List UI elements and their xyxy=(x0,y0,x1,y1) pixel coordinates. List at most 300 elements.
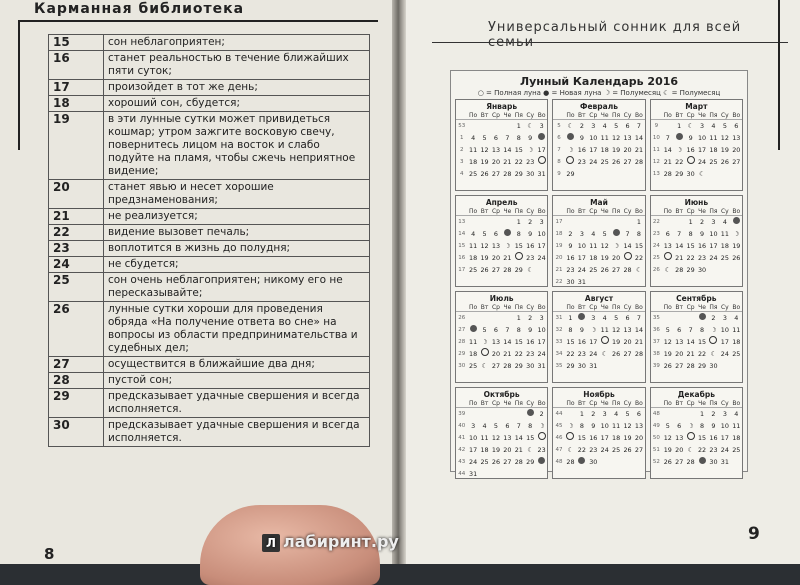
week-row xyxy=(553,360,644,372)
weekday-label: Су xyxy=(623,304,632,311)
week-number: 19 xyxy=(555,243,563,249)
day-cell: 20 xyxy=(623,146,632,154)
week-number: 17 xyxy=(555,219,563,225)
day-cell: 27 xyxy=(623,350,632,358)
day-cell: 5 xyxy=(493,422,498,430)
full-moon-icon xyxy=(481,348,489,356)
day-cell: 8 xyxy=(516,326,521,334)
weekday-label: По xyxy=(663,304,672,311)
day-cell xyxy=(673,132,684,144)
month-name: Февраль xyxy=(580,102,618,111)
day-cell xyxy=(708,264,719,276)
week-row xyxy=(651,360,742,372)
month-block xyxy=(455,99,548,191)
day-cell: 31 xyxy=(469,470,478,478)
day-cell: 30 xyxy=(709,458,718,466)
day-cell: 24 xyxy=(709,254,718,262)
day-cell: 30 xyxy=(566,278,575,286)
day-cell: 2 xyxy=(539,410,544,418)
day-cell: 29 xyxy=(514,266,523,274)
day-cell: 15 xyxy=(566,338,575,346)
day-cell xyxy=(622,252,633,264)
day-cell: 25 xyxy=(589,266,598,274)
day-cell: 29 xyxy=(675,170,684,178)
day-cell xyxy=(622,168,633,180)
day-cell: 19 xyxy=(663,350,672,358)
dream-meaning: предсказывает удачные свершения и всегда исполняется. xyxy=(104,418,370,447)
weekday-label: Су xyxy=(720,112,729,119)
day-cell: 13 xyxy=(675,338,684,346)
week-row xyxy=(651,420,742,432)
day-cell: 5 xyxy=(482,230,487,238)
weekday-label: Су xyxy=(720,208,729,215)
week-number: 23 xyxy=(652,231,660,237)
day-cell: 16 xyxy=(589,434,598,442)
week-row xyxy=(651,120,742,132)
day-cell: 29 xyxy=(566,170,575,178)
lunar-day-number: 19 xyxy=(49,112,104,180)
day-cell: 11 xyxy=(480,434,489,442)
week-number: 22 xyxy=(555,279,563,285)
day-cell xyxy=(588,168,599,180)
day-cell xyxy=(622,216,633,228)
day-cell: 9 xyxy=(711,422,716,430)
week-row xyxy=(651,456,742,468)
day-cell xyxy=(513,468,524,479)
day-cell xyxy=(610,228,621,240)
week-number: 33 xyxy=(555,339,563,345)
day-cell: 1 xyxy=(677,122,682,130)
day-cell: 29 xyxy=(686,266,695,274)
dream-meaning: не реализуется; xyxy=(104,209,370,225)
day-cell: 4 xyxy=(471,134,476,142)
day-cell xyxy=(536,468,547,479)
new-moon-icon xyxy=(538,457,545,464)
weekday-label: Пя xyxy=(612,304,621,311)
week-number: 49 xyxy=(652,423,660,429)
day-cell: 17 xyxy=(537,242,546,250)
day-cell: 21 xyxy=(675,254,684,262)
week-number: 21 xyxy=(555,267,563,273)
day-cell: 24 xyxy=(469,458,478,466)
right-header-title: Универсальный сонник для всей семьи xyxy=(488,20,742,50)
day-cell: 12 xyxy=(612,326,621,334)
lunar-day-number: 23 xyxy=(49,241,104,257)
weekday-label: По xyxy=(469,208,478,215)
day-cell: 8 xyxy=(579,422,584,430)
day-cell: 16 xyxy=(577,146,586,154)
day-cell: 27 xyxy=(675,362,684,370)
weekday-label: По xyxy=(469,112,478,119)
day-cell: 9 xyxy=(568,242,573,250)
lunar-day-number: 21 xyxy=(49,209,104,225)
table-row xyxy=(49,112,370,180)
dream-meaning: в эти лунные сутки может привидеться кошмар; утром зажгите восковую свечу, повернитесь лицом на восток и слабо подуйте на пламя, чтобы сжечь неприятное видение; xyxy=(104,112,370,180)
weekday-label: Че xyxy=(698,304,706,311)
full-moon-icon xyxy=(709,336,717,344)
day-cell xyxy=(502,408,513,420)
day-cell: 13 xyxy=(503,434,512,442)
month-name: Март xyxy=(685,102,708,111)
day-cell: 18 xyxy=(480,446,489,454)
day-cell xyxy=(673,408,684,420)
lunar-day-number: 17 xyxy=(49,80,104,96)
week-number: 51 xyxy=(652,447,660,453)
day-cell: 5 xyxy=(614,122,619,130)
day-cell: 19 xyxy=(612,146,621,154)
day-cell xyxy=(599,456,610,468)
day-cell xyxy=(502,312,513,324)
weekday-label: По xyxy=(566,304,575,311)
day-cell xyxy=(610,168,621,180)
week-number: 40 xyxy=(458,423,466,429)
week-number: 53 xyxy=(458,123,466,129)
week-row xyxy=(456,348,547,360)
day-cell: 22 xyxy=(697,446,707,454)
week-number: 30 xyxy=(458,363,466,369)
day-cell xyxy=(599,168,610,180)
day-cell: 31 xyxy=(537,362,546,370)
day-cell: 21 xyxy=(503,254,512,262)
day-cell: 4 xyxy=(471,230,476,238)
lunar-day-number: 30 xyxy=(49,418,104,447)
day-cell: 17 xyxy=(720,338,729,346)
day-cell: 30 xyxy=(526,170,535,178)
last-quarter-icon: ☾ xyxy=(710,350,717,358)
weekday-label: По xyxy=(663,112,672,119)
month-name: Июль xyxy=(489,294,514,303)
weekday-header xyxy=(553,208,644,216)
day-cell: 18 xyxy=(732,434,741,442)
week-row xyxy=(553,156,644,168)
day-cell: 18 xyxy=(720,242,729,250)
week-row xyxy=(651,168,742,180)
day-cell: 26 xyxy=(612,158,621,166)
weekday-label: Ср xyxy=(589,400,598,407)
day-cell: 29 xyxy=(526,458,535,466)
week-row xyxy=(651,312,742,324)
header-edge-rule xyxy=(18,20,20,150)
day-cell: 23 xyxy=(526,350,535,358)
first-quarter-icon: ☽ xyxy=(538,422,545,430)
dream-meaning: лунные сутки хороши для проведения обряда «На получение ответа во сне» на вопросы из области предпринимательства и судебных дел; xyxy=(104,302,370,357)
day-cell xyxy=(490,120,501,132)
week-row xyxy=(553,456,644,468)
month-name: Ноябрь xyxy=(583,390,615,399)
day-cell: 10 xyxy=(537,326,546,334)
weekday-header xyxy=(553,400,644,408)
week-number: 52 xyxy=(652,459,660,465)
day-cell xyxy=(731,168,742,180)
day-cell xyxy=(536,132,547,144)
week-number: 48 xyxy=(652,411,660,417)
day-cell: 25 xyxy=(709,158,718,166)
day-cell: 28 xyxy=(634,158,644,166)
week-number: 20 xyxy=(555,255,563,261)
day-cell: 1 xyxy=(636,218,641,226)
weekday-header xyxy=(456,112,547,120)
week-row xyxy=(553,444,644,456)
week-row xyxy=(553,132,644,144)
day-cell: 3 xyxy=(591,314,596,322)
day-cell: 20 xyxy=(634,434,644,442)
day-cell: 11 xyxy=(612,422,621,430)
day-cell: 10 xyxy=(720,422,729,430)
day-cell xyxy=(576,312,587,324)
full-moon-icon xyxy=(687,156,695,164)
day-cell: 2 xyxy=(568,230,573,238)
month-block xyxy=(650,387,743,479)
week-row xyxy=(456,120,547,132)
day-cell: 27 xyxy=(491,170,501,178)
weekday-label: Вт xyxy=(578,304,586,311)
day-cell: 18 xyxy=(469,158,478,166)
first-quarter-icon: ☽ xyxy=(590,326,597,334)
day-cell xyxy=(633,360,644,372)
left-page-number: 8 xyxy=(44,545,55,563)
weekday-label: Во xyxy=(635,400,643,407)
last-quarter-icon: ☾ xyxy=(687,122,694,130)
new-moon-icon xyxy=(699,313,706,320)
day-cell: 2 xyxy=(528,218,533,226)
watermark-text: лабиринт.ру xyxy=(283,532,399,551)
week-row xyxy=(553,216,644,228)
week-number: 3 xyxy=(459,159,464,165)
day-cell xyxy=(731,456,742,468)
day-cell: 4 xyxy=(734,410,739,418)
weekday-header xyxy=(651,208,742,216)
first-quarter-icon: ☽ xyxy=(504,242,511,250)
weekday-label: Пя xyxy=(709,304,718,311)
day-cell: 28 xyxy=(663,170,672,178)
day-cell: 7 xyxy=(516,422,521,430)
day-cell xyxy=(662,408,673,420)
day-cell: 6 xyxy=(677,422,682,430)
day-cell: 17 xyxy=(589,146,598,154)
weekday-label: Во xyxy=(537,112,546,119)
weekday-label: По xyxy=(566,112,575,119)
day-cell: 21 xyxy=(663,158,672,166)
day-cell xyxy=(588,216,599,228)
new-moon-icon xyxy=(527,409,534,416)
lunar-day-number: 18 xyxy=(49,96,104,112)
week-row xyxy=(456,156,547,168)
week-number: 29 xyxy=(458,351,466,357)
weekday-label: Че xyxy=(503,112,512,119)
day-cell: 3 xyxy=(591,122,596,130)
day-cell: 3 xyxy=(711,218,716,226)
day-cell xyxy=(490,216,501,228)
day-cell: 5 xyxy=(625,410,630,418)
left-running-header xyxy=(18,0,378,22)
day-cell: 13 xyxy=(491,146,501,154)
week-number: 25 xyxy=(652,255,660,261)
last-quarter-icon: ☾ xyxy=(481,362,488,370)
month-name: Октябрь xyxy=(483,390,520,399)
weekday-label: Вт xyxy=(480,400,489,407)
day-cell xyxy=(479,348,490,360)
day-cell: 18 xyxy=(732,338,741,346)
week-row xyxy=(456,264,547,276)
week-number: 38 xyxy=(652,351,660,357)
lunar-day-number: 28 xyxy=(49,373,104,389)
day-cell: 5 xyxy=(614,314,619,322)
first-quarter-icon: ☽ xyxy=(527,146,534,154)
day-cell: 5 xyxy=(602,230,607,238)
day-cell: 31 xyxy=(537,170,546,178)
weekday-label: Вт xyxy=(675,304,683,311)
day-cell: 14 xyxy=(503,338,512,346)
dream-meaning: хороший сон, сбудется; xyxy=(104,96,370,112)
lunar-day-number: 25 xyxy=(49,273,104,302)
right-running-header xyxy=(432,18,788,50)
day-cell: 27 xyxy=(675,458,684,466)
weekday-label: Во xyxy=(537,400,546,407)
day-cell: 3 xyxy=(539,218,544,226)
day-cell: 2 xyxy=(591,410,596,418)
day-cell: 12 xyxy=(623,422,632,430)
day-cell: 10 xyxy=(469,434,478,442)
day-cell: 27 xyxy=(491,266,501,274)
day-cell: 20 xyxy=(675,350,684,358)
day-cell xyxy=(513,252,524,264)
lunar-calendar xyxy=(450,70,748,478)
day-cell: 8 xyxy=(528,422,533,430)
week-row xyxy=(456,252,547,264)
day-cell: 3 xyxy=(539,122,544,130)
weekday-label: По xyxy=(566,208,575,215)
weekday-label: Су xyxy=(526,112,535,119)
day-cell: 7 xyxy=(665,134,670,142)
day-cell: 13 xyxy=(732,134,741,142)
day-cell xyxy=(479,468,490,479)
day-cell: 16 xyxy=(566,254,575,262)
day-cell xyxy=(502,216,513,228)
weekday-label: Пя xyxy=(709,112,718,119)
day-cell: 13 xyxy=(623,134,632,142)
day-cell: 4 xyxy=(722,218,727,226)
day-cell xyxy=(696,312,707,324)
week-row xyxy=(651,216,742,228)
day-cell xyxy=(479,312,490,324)
week-number: 15 xyxy=(458,243,466,249)
watermark-logo-icon: Л xyxy=(262,534,280,552)
table-row xyxy=(49,51,370,80)
day-cell xyxy=(696,456,707,468)
day-cell: 28 xyxy=(514,458,523,466)
day-cell: 30 xyxy=(577,362,586,370)
day-cell: 15 xyxy=(514,146,523,154)
day-cell: 8 xyxy=(516,134,521,142)
day-cell: 8 xyxy=(516,230,521,238)
week-row xyxy=(456,432,547,444)
day-cell: 19 xyxy=(623,434,632,442)
day-cell: 11 xyxy=(732,422,741,430)
dream-meaning: пустой сон; xyxy=(104,373,370,389)
week-number: 43 xyxy=(458,459,466,465)
full-moon-icon xyxy=(566,432,574,440)
day-cell: 9 xyxy=(528,230,533,238)
weekday-label: Че xyxy=(698,400,706,407)
week-row xyxy=(651,144,742,156)
watermark xyxy=(262,532,399,552)
day-cell: 28 xyxy=(623,266,632,274)
week-number: 35 xyxy=(555,363,563,369)
lunar-day-number: 24 xyxy=(49,257,104,273)
day-cell: 14 xyxy=(634,134,644,142)
day-cell: 26 xyxy=(612,350,621,358)
day-cell: 17 xyxy=(537,146,546,154)
day-cell: 14 xyxy=(503,146,512,154)
weekday-label: Во xyxy=(635,304,643,311)
weekday-label: По xyxy=(566,400,575,407)
weekday-label: Че xyxy=(600,208,609,215)
day-cell: 18 xyxy=(709,146,718,154)
week-row xyxy=(553,312,644,324)
day-cell: 22 xyxy=(675,158,684,166)
new-moon-icon xyxy=(733,217,740,224)
day-cell xyxy=(599,216,610,228)
day-cell: 9 xyxy=(688,134,693,142)
day-cell xyxy=(719,264,730,276)
dream-meaning: предсказывает удачные свершения и всегда исполняется. xyxy=(104,389,370,418)
day-cell: 22 xyxy=(697,350,707,358)
weekday-label: Пя xyxy=(612,400,621,407)
month-name: Январь xyxy=(486,102,518,111)
table-row xyxy=(49,225,370,241)
day-cell: 6 xyxy=(665,230,670,238)
day-cell: 15 xyxy=(634,242,644,250)
weekday-label: Во xyxy=(732,208,741,215)
day-cell: 21 xyxy=(634,146,644,154)
full-moon-icon xyxy=(538,156,546,164)
weekday-label: По xyxy=(469,400,478,407)
day-cell xyxy=(502,468,513,479)
full-moon-icon xyxy=(601,336,609,344)
week-row xyxy=(553,276,644,287)
day-cell: 24 xyxy=(537,350,546,358)
new-moon-icon xyxy=(567,133,574,140)
week-number: 18 xyxy=(555,231,563,237)
day-cell xyxy=(576,216,587,228)
week-number: 13 xyxy=(458,219,466,225)
day-cell: 10 xyxy=(697,134,707,142)
day-cell: 14 xyxy=(675,242,684,250)
day-cell xyxy=(633,276,644,287)
day-cell: 14 xyxy=(686,338,695,346)
day-cell xyxy=(673,312,684,324)
month-block xyxy=(650,291,743,383)
day-cell: 20 xyxy=(491,350,501,358)
weekday-label: Че xyxy=(600,304,609,311)
weekday-header xyxy=(456,208,547,216)
weekday-header xyxy=(651,112,742,120)
day-cell: 8 xyxy=(688,230,693,238)
day-cell: 11 xyxy=(469,242,478,250)
new-moon-icon xyxy=(504,229,511,236)
week-row xyxy=(456,408,547,420)
day-cell: 1 xyxy=(688,218,693,226)
day-cell: 22 xyxy=(566,350,575,358)
table-row xyxy=(49,357,370,373)
day-cell: 23 xyxy=(526,254,535,262)
month-name: Август xyxy=(584,294,614,303)
day-cell: 11 xyxy=(600,134,609,142)
day-cell: 30 xyxy=(697,266,707,274)
lunar-day-number: 26 xyxy=(49,302,104,357)
day-cell xyxy=(685,432,696,444)
week-number: 12 xyxy=(652,159,660,165)
